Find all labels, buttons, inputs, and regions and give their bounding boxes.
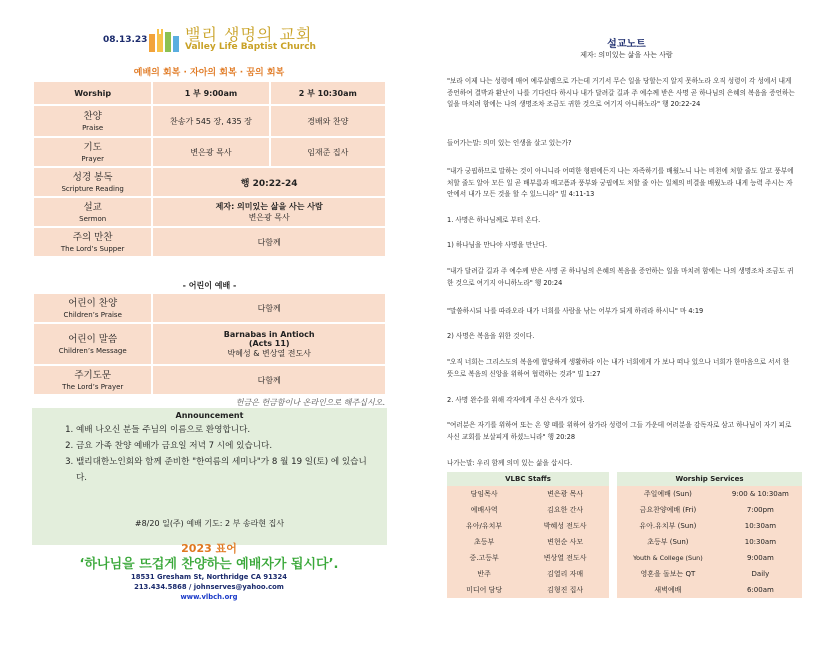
service-time: 6:00am: [719, 582, 802, 598]
note-paragraph: "오직 너희는 그리스도의 복음에 합당하게 생활하라 이는 내가 너희에게 가 보나 떠나 있으나 너희가 한마음으로 서서 한 뜻으로 복음의 신앙을 위하여 협력하는 것과" 빌 1:27: [447, 358, 790, 378]
note-paragraph: 1. 사명은 하나님께로 부터 온다.: [447, 216, 541, 224]
service-name: Youth & College (Sun): [617, 550, 719, 566]
second-service-header: 2 부 10:30am: [270, 81, 386, 105]
services-title: Worship Services: [617, 472, 802, 486]
staff-table: [447, 472, 609, 598]
year-motto: ‘하나님을 뜨겁게 찬양하는 예배자가 됩시다’.: [79, 557, 339, 572]
service-time: 10:30am: [719, 518, 802, 534]
children-worship-title: - 어린이 예배 -: [182, 281, 237, 290]
worship-header: Worship: [33, 81, 152, 105]
note-paragraph: 2) 사명은 복음을 위한 것이다.: [447, 332, 535, 340]
sermon-value: [152, 197, 386, 227]
bulletin-date: 08.13.23: [103, 35, 148, 45]
sermon-preacher: 변은광 목사: [248, 213, 290, 222]
sermon-label: 설교 Sermon: [33, 197, 152, 227]
children-message-label: 어린이 말씀 Children’s Message: [33, 323, 152, 365]
service-time: Daily: [719, 566, 802, 582]
praise-label: 찬양 Praise: [33, 105, 152, 137]
announcement-list: [32, 422, 376, 486]
church-address: 18531 Gresham St, Northridge CA 91324: [130, 573, 287, 581]
first-service-header: 1 부 9:00am: [152, 81, 269, 105]
staff-person: 김열리 자매: [521, 566, 609, 582]
lords-supper-label: 주의 만찬 The Lord’s Supper: [33, 227, 152, 257]
note-paragraph: "보라 이제 나는 성령에 매여 예루살렘으로 가는데 거기서 무슨 일을 당할는지 알지 못하노라 오직 성령이 각 성에서 내게 증언하여 결박과 환난이 나를 기다린다 하시나 내가 달려갈 길과 주 예수께 받은 사명 곧 하나님의 은혜의 복음을 증언하는 일을 마치려 함에는 나의 생명조차 조금도 귀한 것으로 여기지 아니하노라" 행 20:22-24: [447, 77, 795, 108]
children-message-value: Barnabas in Antioch (Acts 11) 박혜성 & 변상열 전도사: [152, 323, 386, 365]
service-name: 주일예배 (Sun): [617, 486, 719, 502]
service-name: 새벽예배: [617, 582, 719, 598]
note-paragraph: 1) 하나님을 만나야 사명을 만난다.: [447, 241, 548, 249]
staff-person: 변현순 사모: [521, 534, 609, 550]
note-paragraph: 2. 사명 완수를 위해 각자에게 주신 은사가 있다.: [447, 396, 585, 404]
sermon-notes-subtitle: 제자: 의미있는 삶을 사는 사람: [580, 51, 673, 59]
year-theme-title: 2023 표어: [181, 542, 237, 555]
service-time: 10:30am: [719, 534, 802, 550]
service-time: 7:00pm: [719, 502, 802, 518]
children-praise-value: 다함께: [152, 293, 386, 323]
sermon-title: 제자: 의미있는 삶을 사는 사람: [215, 202, 323, 211]
service-name: 초등부 (Sun): [617, 534, 719, 550]
staff-person: 김형진 집사: [521, 582, 609, 598]
scripture-label: 성경 봉독 Scripture Reading: [33, 167, 152, 197]
lords-prayer-label: 주기도문 The Lord’s Prayer: [33, 365, 152, 395]
staff-person: 김요한 간사: [521, 502, 609, 518]
announcement-item: 1. 예배 나오신 분들 주님의 이름으로 환영합니다.: [76, 422, 376, 438]
praise-second: 경배와 찬양: [270, 105, 386, 137]
service-name: 영혼을 돌보는 QT: [617, 566, 719, 582]
staff-role: 반주: [447, 566, 521, 582]
children-praise-label: 어린이 찬양 Children’s Praise: [33, 293, 152, 323]
staff-person: 변은광 목사: [521, 486, 609, 502]
lords-supper-value: 다함께: [152, 227, 386, 257]
staff-person: 변상열 전도사: [521, 550, 609, 566]
service-name: 유아.유치부 (Sun): [617, 518, 719, 534]
announcement-box: [32, 408, 387, 545]
staff-person: 박혜성 전도사: [521, 518, 609, 534]
worship-services-table: [617, 472, 802, 598]
note-paragraph: "말씀하시되 나를 따라오라 내가 너희를 사람을 낚는 어부가 되게 하리라 하시니" 마 4:19: [447, 307, 704, 315]
children-worship-table: [32, 292, 387, 396]
church-contact: 213.434.5868 / johnserves@yahoo.com: [134, 583, 284, 591]
staff-role: 미디어 담당: [447, 582, 521, 598]
staff-role: 초등부: [447, 534, 521, 550]
service-time: 9:00 & 10:30am: [719, 486, 802, 502]
staff-role: 예배사역: [447, 502, 521, 518]
note-paragraph: "내가 궁핍하므로 말하는 것이 아니니라 어떠한 형편에든지 나는 자족하기를 배웠노니 나는 비천에 처할 줄도 알고 풍부에 처할 줄도 알아 모든 일 곧 배부름과 배고픔과 풍부와 궁핍에도 처할 줄 아는 일체의 비결을 배웠노라 내게 능력 주시는 자 안에서 내가 모든 것을 할 수 있느니라" 빌 4:11-13: [447, 167, 794, 198]
service-name: 금요찬양예배 (Fri): [617, 502, 719, 518]
next-prayer-note: #8/20 일(주) 예배 기도: 2 부 송라현 집사: [134, 519, 285, 528]
scripture-value: 행 20:22-24: [152, 167, 386, 197]
note-paragraph: "여러분은 자기를 위하여 또는 온 양 떼를 위하여 삼가라 성령이 그들 가운데 여러분을 감독자로 삼고 하나님이 자기 피로 사신 교회를 보살피게 하셨느니라" 행 20:28: [447, 421, 792, 441]
prayer-second: 임재준 집사: [270, 137, 386, 167]
lords-prayer-value: 다함께: [152, 365, 386, 395]
church-name-korean: 밸리 생명의 교회: [185, 25, 313, 44]
church-name-english: Valley Life Baptist Church: [185, 42, 316, 52]
staff-title: VLBC Staffs: [447, 472, 609, 486]
note-paragraph: "내가 달려갈 길과 주 예수께 받은 사명 곧 하나님의 은혜의 복음을 증언하는 일을 마치려 함에는 나의 생명조차 조금도 귀한 것으로 여기지 아니하노라" 행 20:24: [447, 267, 794, 287]
staff-role: 담임목사: [447, 486, 521, 502]
note-paragraph: 나가는말: 우리 함께 의미 있는 삶을 삽시다.: [447, 459, 573, 467]
tagline: 예배의 회복 · 자아의 회복 · 꿈의 회복: [133, 68, 285, 78]
announcement-title: Announcement: [175, 411, 244, 420]
sermon-notes-title: 설교노트: [607, 39, 646, 50]
worship-order-table: [32, 80, 387, 258]
announcement-item: 3. 밸리대한노인회와 함께 준비한 "한여름의 세미나"가 8 월 19 일(토) 에 있습니다.: [76, 454, 376, 486]
note-paragraph: 들어가는말: 의미 있는 인생을 살고 있는가?: [447, 139, 572, 147]
announcement-item: 2. 금요 가족 찬양 예배가 금요일 저녁 7 시에 있습니다.: [76, 438, 376, 454]
staff-role: 유아/유치부: [447, 518, 521, 534]
prayer-first: 변은광 목사: [152, 137, 269, 167]
praise-first: 찬송가 545 장, 435 장: [152, 105, 269, 137]
prayer-label: 기도 Prayer: [33, 137, 152, 167]
church-logo-icon: [148, 24, 180, 52]
service-time: 9:00am: [719, 550, 802, 566]
offering-note: 헌금은 헌금함이나 온라인으로 해주십시오.: [235, 398, 385, 407]
church-website-link[interactable]: www.vlbch.org: [180, 593, 238, 601]
staff-role: 중.고등부: [447, 550, 521, 566]
